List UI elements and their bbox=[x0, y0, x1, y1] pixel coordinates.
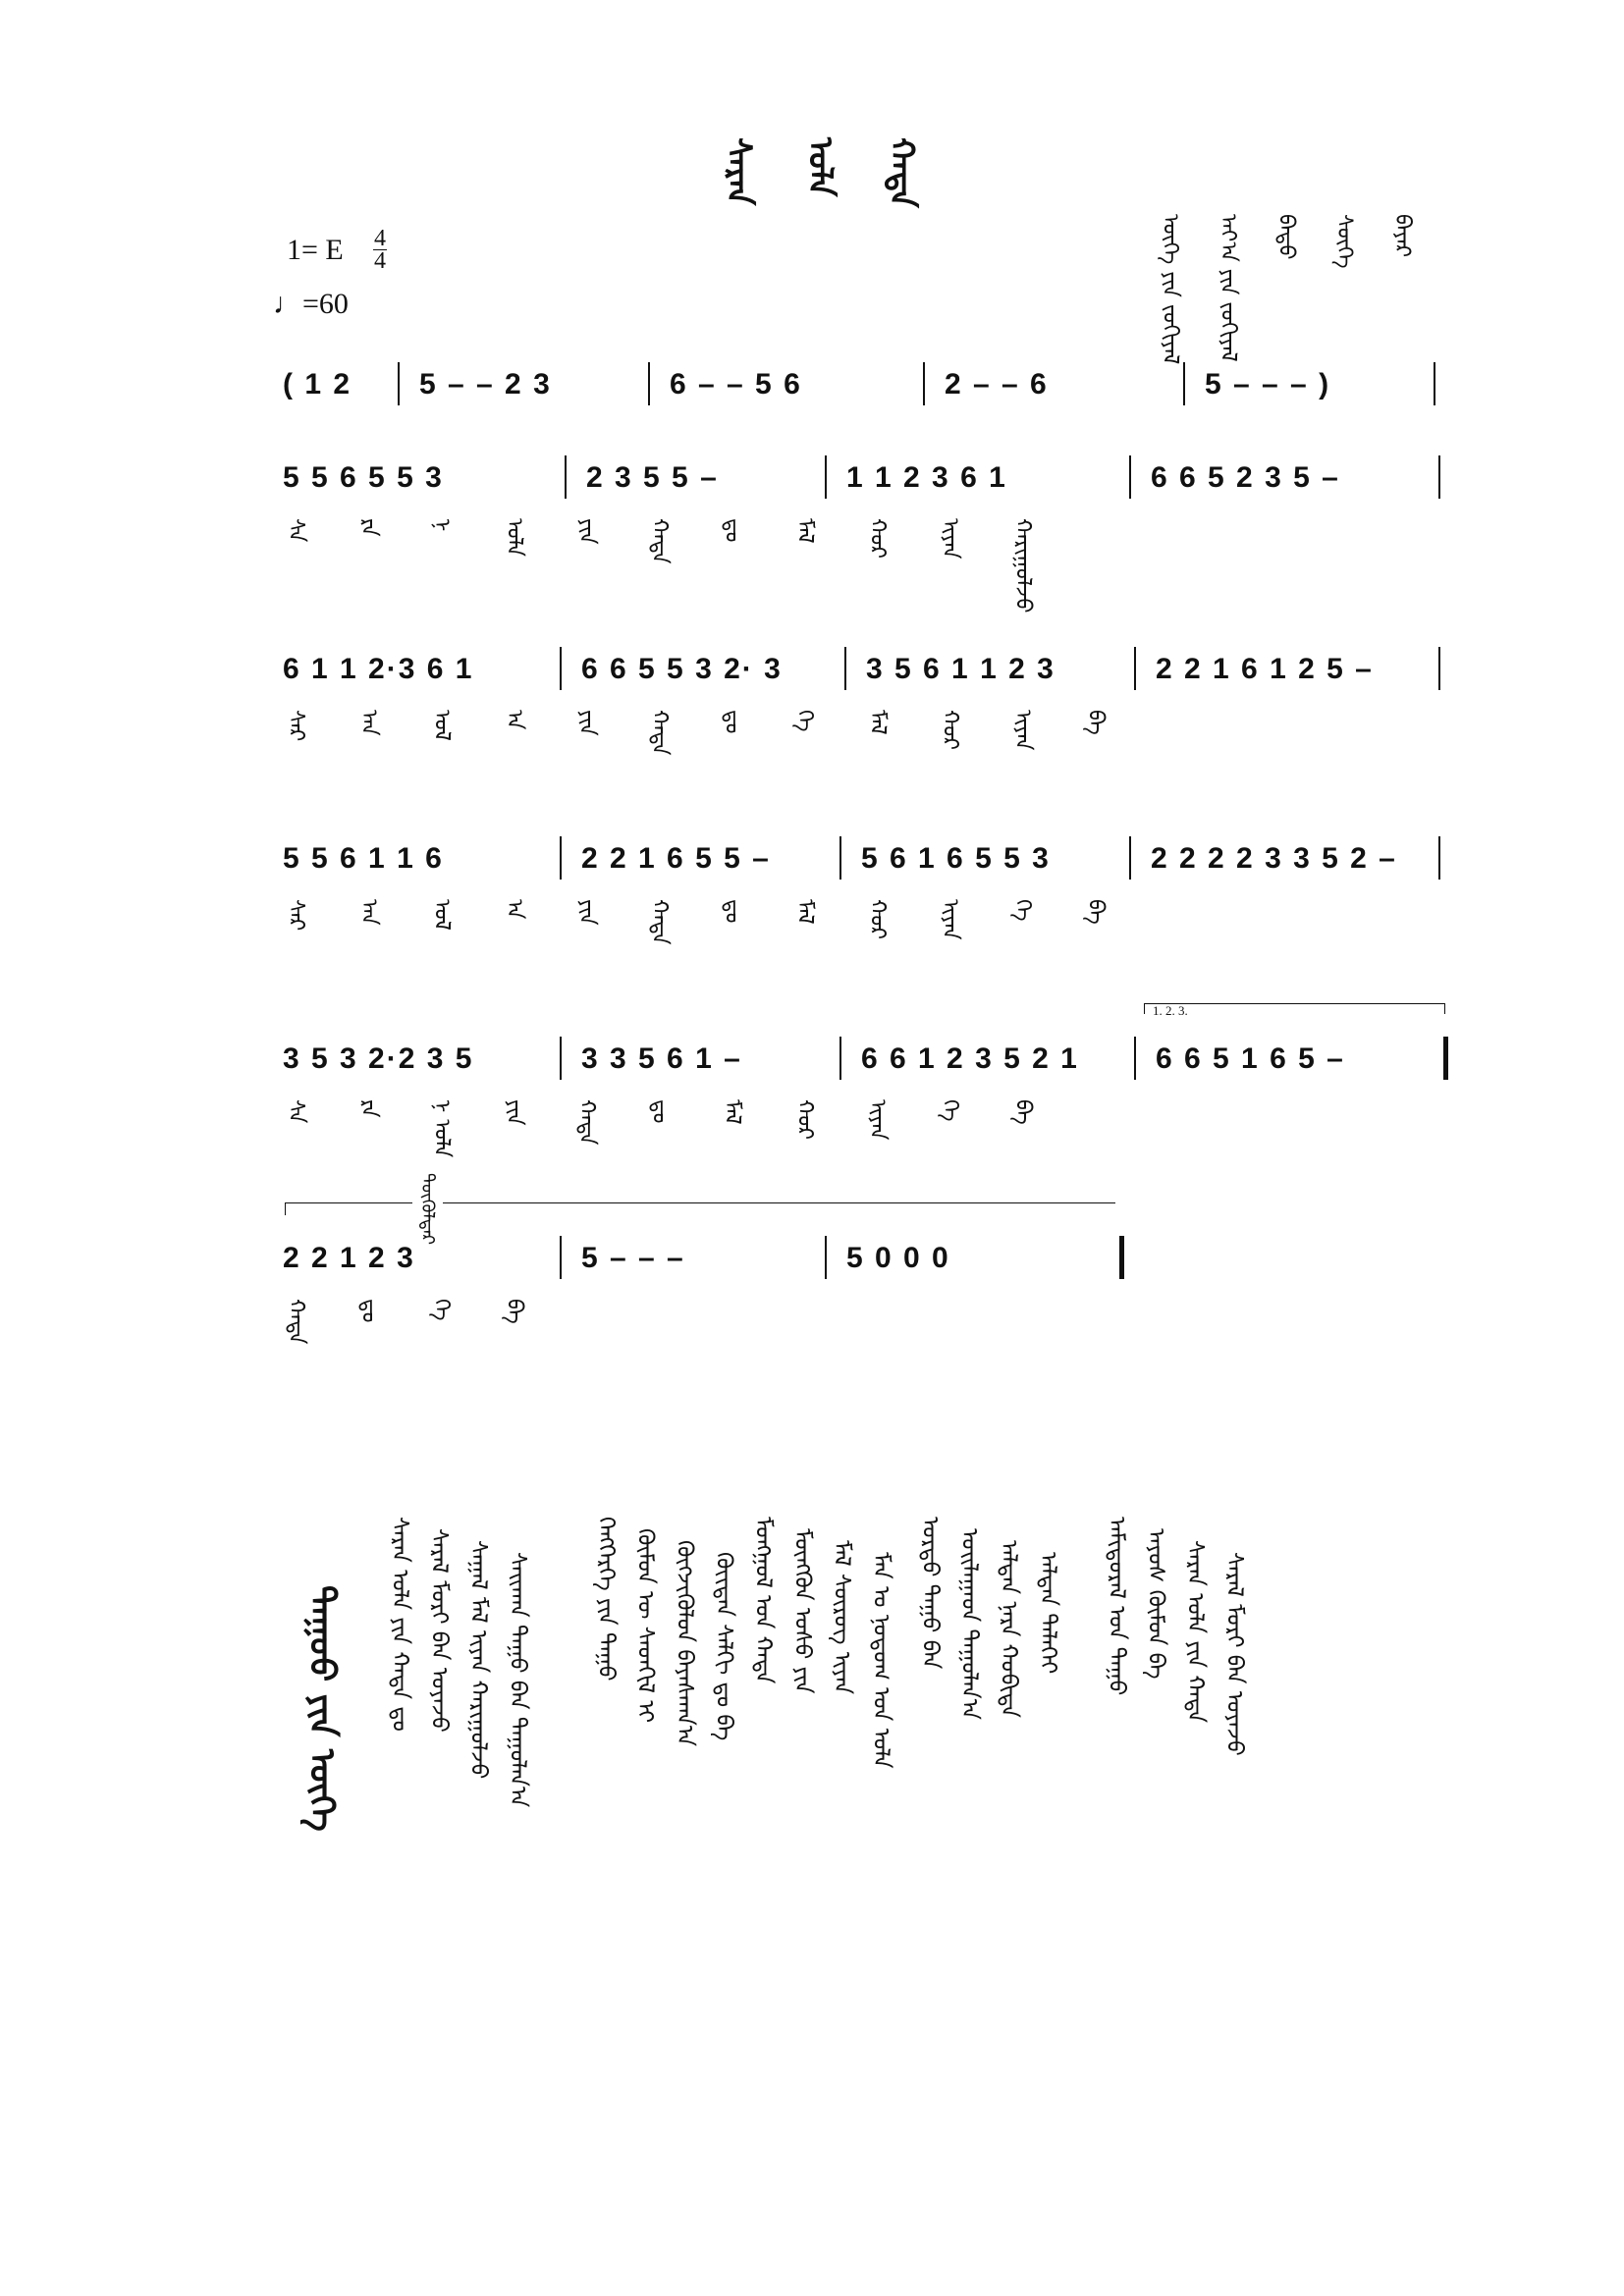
barline bbox=[1183, 362, 1185, 405]
lyric-syllable: ᠰᠠ bbox=[284, 1099, 308, 1124]
measure: ( 1 2 bbox=[283, 368, 352, 400]
lyric-syllable: ᠨ bbox=[429, 518, 454, 532]
final-barline bbox=[1438, 455, 1440, 499]
lyric-line bbox=[277, 710, 1440, 769]
lyric-syllable: ᠭᠡ bbox=[792, 710, 817, 732]
verse-line: ᠰᠠᠷᠠᠨ ᠤᠯᠠ ᠶᠢᠨ ᠬᠠᠳᠠ ᠳᠤ bbox=[387, 1517, 412, 1732]
final-barline bbox=[1438, 647, 1440, 690]
lyric-syllable: ᠮᠠᠯ bbox=[720, 1099, 744, 1125]
measure: 2 2 1 2 3 bbox=[283, 1242, 415, 1274]
staff-row bbox=[275, 461, 1438, 520]
barline bbox=[839, 836, 841, 880]
measure: 5 – – 2 3 bbox=[419, 368, 552, 400]
lyric-syllable: ᠰᠠ bbox=[284, 518, 308, 543]
lyric-syllable: ᠬᠣᠷ bbox=[792, 1099, 817, 1140]
song-title bbox=[719, 137, 961, 255]
lyric-syllable: ᠶᠢᠨ bbox=[574, 899, 599, 926]
measure: 3 3 5 6 1 – bbox=[581, 1042, 742, 1075]
verses-section bbox=[301, 1517, 1434, 2047]
credits bbox=[1151, 214, 1435, 381]
lyric-syllable: ᠬᠠᠳᠠ bbox=[574, 1099, 599, 1146]
title-word: ᠬᠠᠳᠠ bbox=[882, 137, 922, 208]
verse-line: ᠠᠮᠢᠳᠤᠷᠠᠯ ᠤᠨ ᠳᠠᠭᠤ bbox=[1104, 1517, 1129, 1696]
lyric-syllable: ᠳᠤ bbox=[356, 1299, 381, 1323]
credit-line: ᠰᠦᠬᠡ bbox=[1331, 214, 1357, 269]
lyric-syllable: ᠤᠯ bbox=[429, 710, 454, 741]
barline bbox=[398, 362, 400, 405]
lyric-syllable: ᠭᠡ bbox=[1010, 899, 1035, 922]
verse-line: ᠬᠦᠢᠲᠡᠨ ᠰᠠᠯᠬᠢ ᠳᠤ ᠪᠡ bbox=[711, 1552, 736, 1741]
lyric-syllable: ᠢᠶᠠᠨ bbox=[865, 1099, 890, 1141]
lyric-syllable: ᠪᠡ bbox=[1083, 899, 1108, 925]
verse-line: ᠠᠶᠤᠰ ᠬᠦᠮᠦᠨ ᠪᠡ bbox=[1143, 1528, 1168, 1680]
verse-line: ᠬᠦᠮᠦᠨ ᠦ ᠰᠡᠳᠬᠢᠯ ᠢ bbox=[632, 1528, 658, 1724]
staff-row bbox=[275, 1173, 1438, 1301]
measure: 6 6 5 1 6 5 – bbox=[1156, 1042, 1345, 1075]
title-word: ᠤᠯᠠ bbox=[800, 137, 840, 197]
title-word: ᠰᠠᠷᠠᠨ bbox=[719, 137, 758, 206]
lyric-syllable: ᠠᠨ bbox=[356, 899, 381, 926]
staff-row bbox=[275, 368, 1438, 427]
measure: 2 2 1 6 1 2 5 – bbox=[1156, 653, 1374, 685]
verse-line: ᠰᠠᠭᠠᠯ ᠮᠠᠯ ᠢᠶᠠᠨ ᠬᠠᠷᠢᠭᠤᠯᠵᠤ bbox=[465, 1540, 491, 1780]
measure: 2 2 2 2 3 3 5 2 – bbox=[1151, 842, 1397, 875]
measure: 6 6 5 5 3 2· 3 bbox=[581, 653, 783, 685]
barline bbox=[560, 647, 562, 690]
barline bbox=[1129, 836, 1131, 880]
verses-title: ᠳᠠᠭᠤᠤ ᠶᠢᠨ ᠦᠭᠡ bbox=[301, 1585, 342, 1832]
measure: 5 – – – bbox=[581, 1242, 685, 1274]
barline bbox=[1134, 647, 1136, 690]
lyric-syllable: ᠮᠠᠯ bbox=[792, 899, 817, 925]
lyric-syllable: ᠢᠶᠠᠨ bbox=[938, 899, 962, 940]
lyric-syllable: ᠮᠠᠯ bbox=[792, 518, 817, 544]
lyric-syllable: ᠤᠯᠠ bbox=[502, 518, 526, 558]
lyric-line bbox=[277, 1299, 1440, 1358]
ending-label: ᠳᠦᠭᠦᠯᠳᠡᠷ bbox=[412, 1173, 443, 1232]
lyric-syllable: ᠮᠠᠯ bbox=[865, 710, 890, 735]
verse-line: ᠬᠥᠭᠵᠢᠭᠦᠯᠦᠨ ᠪᠠᠶᠠᠰᠬᠠᠨ᠎ᠠ bbox=[672, 1540, 697, 1747]
lyric-syllable: ᠶᠢᠨ bbox=[574, 518, 599, 545]
lyric-syllable: ᠢᠶᠠᠨ bbox=[1010, 710, 1035, 751]
lyric-syllable: ᠪᠡ bbox=[502, 1299, 526, 1324]
barline bbox=[923, 362, 925, 405]
verse-line: ᠠᠯᠲᠠᠨ ᠨᠠᠷᠠ ᠬᠣᠪᠢᠳᠠ bbox=[996, 1540, 1021, 1718]
tempo-marking: ♩=60 bbox=[273, 288, 349, 320]
lyric-syllable: ᠭᠡ bbox=[429, 1299, 454, 1321]
staff-row bbox=[275, 653, 1438, 712]
measure: 5 – – – ) bbox=[1205, 368, 1331, 400]
verse-line: ᠠᠯᠲᠠᠨ ᠳᠡᠯᠡᠬᠡᠢ bbox=[1035, 1552, 1060, 1675]
credit-line: ᠪᠠᠶᠠᠷ bbox=[1389, 214, 1415, 258]
measure: 3 5 3 2·2 3 5 bbox=[283, 1042, 474, 1075]
verse-line: ᠮᠠᠯ ᠰᠦᠷᠦᠭ ᠢᠶᠡᠨ bbox=[829, 1540, 854, 1695]
lyric-syllable: ᠠ bbox=[502, 899, 526, 920]
barline bbox=[565, 455, 567, 499]
lyric-syllable: ᠨ ᠤᠯᠠ bbox=[429, 1099, 454, 1158]
measure: 6 – – 5 6 bbox=[670, 368, 802, 400]
lyric-syllable: ᠠ bbox=[502, 710, 526, 730]
volta-bracket bbox=[1144, 1003, 1445, 1018]
measure: 1 1 2 3 6 1 bbox=[846, 461, 1007, 494]
barline bbox=[844, 647, 846, 690]
lyric-syllable: ᠳᠤ bbox=[720, 710, 744, 734]
lyric-syllable: ᠭᠡ bbox=[938, 1099, 962, 1122]
volta-label: 1. 2. 3. bbox=[1153, 1003, 1188, 1018]
lyric-syllable: ᠷᠠ bbox=[356, 518, 381, 537]
credit-line: ᠦᠭᠡ ᠶᠢᠨ ᠵᠣᠬᠢᠶᠠᠯ bbox=[1158, 214, 1182, 365]
verse-line: ᠰᠠᠷᠠᠯ ᠮᠣᠷᠢ ᠪᠠᠨ ᠤᠶᠠᠵᠤ bbox=[1221, 1552, 1247, 1756]
lyric-syllable: ᠶᠢᠨ bbox=[574, 710, 599, 736]
measure: 5 5 6 5 5 3 bbox=[283, 461, 444, 494]
lyric-syllable: ᠬᠣᠷ bbox=[865, 899, 890, 939]
lyric-line bbox=[277, 899, 1440, 958]
staff-row bbox=[275, 842, 1438, 901]
lyric-syllable: ᠬᠠᠳᠠ bbox=[284, 1299, 308, 1345]
measure: 3 5 6 1 1 2 3 bbox=[866, 653, 1056, 685]
lyric-syllable: ᠷᠠ bbox=[356, 1099, 381, 1118]
lyric-syllable: ᠬᠣᠷ bbox=[865, 518, 890, 559]
measure: 5 0 0 0 bbox=[846, 1242, 950, 1274]
measure: 6 6 5 2 3 5 – bbox=[1151, 461, 1340, 494]
lyric-syllable: ᠬᠠᠷᠢᠭᠤᠯᠵᠤ bbox=[1010, 518, 1035, 614]
barline bbox=[560, 836, 562, 880]
final-barline bbox=[1443, 1037, 1448, 1080]
lyric-syllable: ᠶᠢᠨ bbox=[502, 1099, 526, 1126]
final-barline bbox=[1438, 836, 1440, 880]
credit-line: ᠪᠠᠲᠤ bbox=[1273, 214, 1299, 260]
staff-row bbox=[275, 1003, 1438, 1101]
key-signature: 1= E bbox=[287, 234, 344, 266]
final-barline bbox=[1119, 1236, 1124, 1279]
measure: 5 6 1 6 5 5 3 bbox=[861, 842, 1051, 875]
time-signature-bottom: 4 bbox=[374, 248, 386, 274]
verse-line: ᠬᠡᠩᠭᠡᠷᠭᠡ ᠶᠢᠨ ᠳᠠᠭᠤ bbox=[593, 1517, 619, 1682]
barline bbox=[560, 1037, 562, 1080]
lyric-syllable: ᠬᠠᠳᠠ bbox=[647, 710, 672, 756]
verse-line: ᠮᠠᠨ ᠤ ᠨᠤᠲᠤᠭ ᠤᠨ ᠤᠯᠠ bbox=[868, 1552, 893, 1769]
measure: 5 5 6 1 1 6 bbox=[283, 842, 444, 875]
measure: 6 6 1 2 3 5 2 1 bbox=[861, 1042, 1079, 1075]
time-signature bbox=[373, 228, 387, 272]
barline bbox=[825, 455, 827, 499]
verse-line: ᠰᠠᠷᠠᠯ ᠮᠣᠷᠢ ᠪᠠᠨ ᠤᠶᠠᠵᠤ bbox=[426, 1528, 452, 1733]
measure: 6 1 1 2·3 6 1 bbox=[283, 653, 474, 685]
barline bbox=[839, 1037, 841, 1080]
barline bbox=[1129, 455, 1131, 499]
lyric-line bbox=[277, 518, 1440, 614]
lyric-syllable: ᠰᠠᠷ bbox=[284, 710, 308, 742]
measure: 2 3 5 5 – bbox=[586, 461, 719, 494]
lyric-syllable: ᠪᠡ bbox=[1083, 710, 1108, 735]
verse-line: ᠮᠣᠩᠭᠣᠯ ᠤᠨ ᠬᠠᠳᠠ bbox=[750, 1517, 776, 1684]
barline bbox=[825, 1236, 827, 1279]
lyric-syllable: ᠳᠤ bbox=[647, 1099, 672, 1124]
verse-line: ᠤᠷᠲᠤ ᠳᠠᠭᠤ ᠪᠡᠨ bbox=[917, 1517, 943, 1670]
lyric-line bbox=[277, 1099, 1440, 1158]
verse-line: ᠰᠠᠷᠠᠨ ᠤᠯᠠ ᠶᠢᠨ ᠬᠠᠳᠠ bbox=[1182, 1540, 1208, 1724]
lyric-syllable: ᠰᠠᠷ bbox=[284, 899, 308, 932]
verse-line: ᠤᠢᠯᠠᠭᠠᠳ ᠳᠠᠭᠤᠯᠠᠨ᠎ᠠ bbox=[956, 1528, 982, 1720]
verse-line: ᠰᠠᠢᠬᠠᠨ ᠳᠠᠭᠤ ᠪᠡᠨ ᠳᠠᠭᠤᠯᠠᠨ᠎ᠠ bbox=[505, 1552, 530, 1808]
lyric-syllable: ᠬᠣᠷ bbox=[938, 710, 962, 750]
lyric-syllable: ᠢᠶᠠᠨ bbox=[938, 518, 962, 560]
measure: 2 2 1 6 5 5 – bbox=[581, 842, 771, 875]
barline bbox=[648, 362, 650, 405]
lyric-syllable: ᠬᠠᠳᠠ bbox=[647, 899, 672, 945]
barline bbox=[1134, 1037, 1136, 1080]
time-signature-top: 4 bbox=[374, 226, 386, 251]
lyric-syllable: ᠳᠤ bbox=[720, 899, 744, 924]
lyric-syllable: ᠳᠤ bbox=[720, 518, 744, 543]
ending-bracket bbox=[285, 1202, 1115, 1215]
barline bbox=[560, 1236, 562, 1279]
lyric-syllable: ᠠᠨ bbox=[356, 710, 381, 736]
verse-line: ᠮᠥᠩᠭᠦᠨ ᠤᠰᠤ ᠶᠢᠨ bbox=[789, 1528, 815, 1694]
lyric-syllable: ᠬᠠᠳᠠ bbox=[647, 518, 672, 564]
measure: 2 – – 6 bbox=[945, 368, 1049, 400]
final-barline bbox=[1434, 362, 1435, 405]
lyric-syllable: ᠪᠡ bbox=[1010, 1099, 1035, 1125]
lyric-syllable: ᠤᠯ bbox=[429, 899, 454, 931]
credit-line: ᠠᠶ᠎ᠠ ᠶᠢᠨ ᠵᠣᠬᠢᠶᠠᠯ bbox=[1216, 214, 1241, 362]
